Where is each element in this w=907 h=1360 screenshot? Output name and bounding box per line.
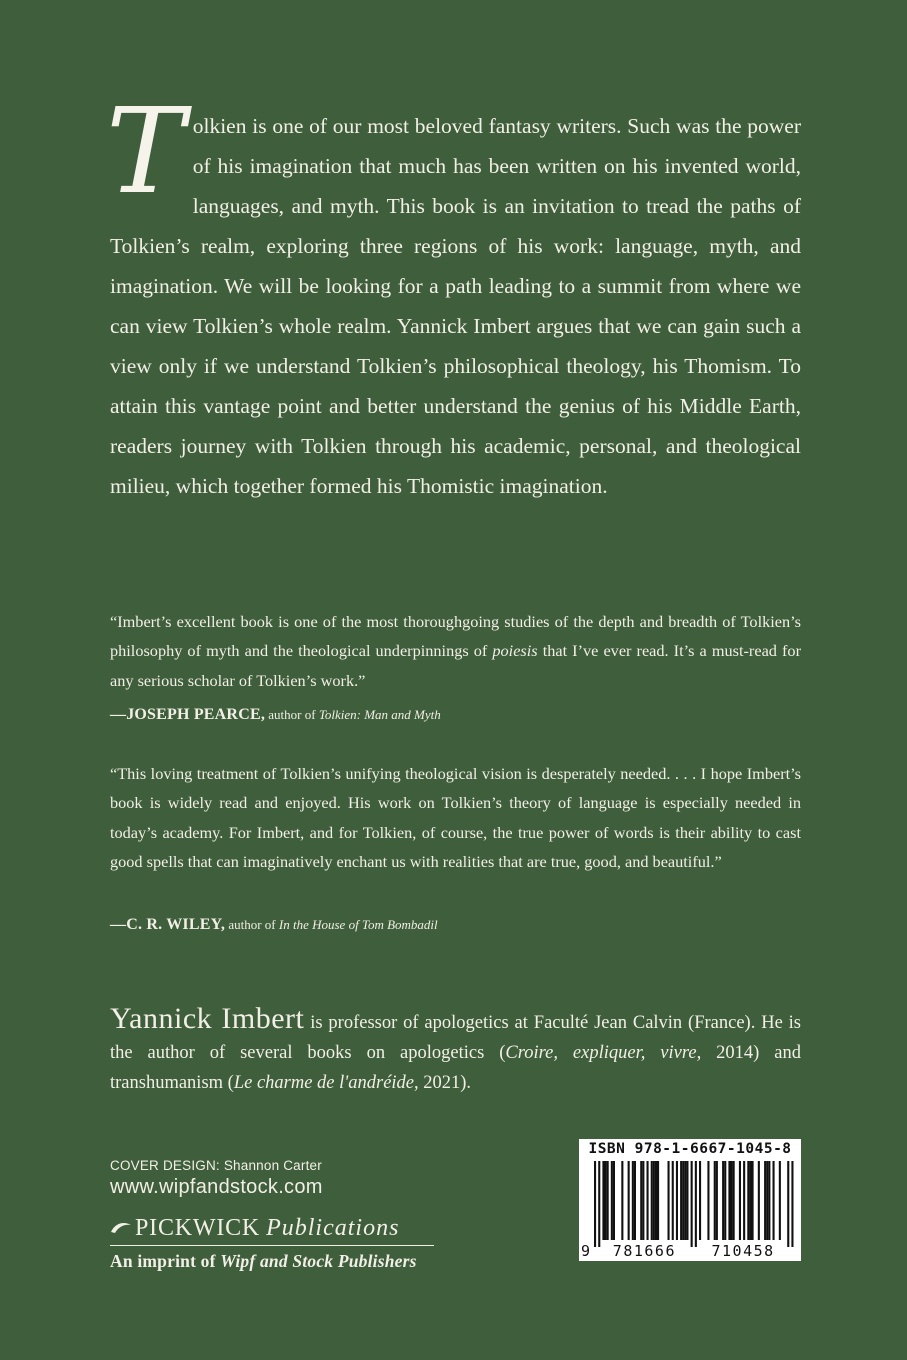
barcode-bar bbox=[787, 1161, 789, 1247]
barcode-bar bbox=[686, 1161, 688, 1240]
isbn-barcode bbox=[579, 1139, 801, 1261]
barcode-bar bbox=[642, 1161, 644, 1240]
barcode-bar bbox=[722, 1161, 724, 1240]
barcode-bar bbox=[728, 1161, 730, 1240]
barcode-bar bbox=[657, 1161, 659, 1240]
barcode-bar bbox=[680, 1161, 682, 1240]
barcode-bar bbox=[594, 1161, 596, 1247]
quote-text: “Imbert’s excellent book is one of the most thoroughgoing studies of the depth and breadth of Tolkien’s philosophy of myth and the theological underpinnings of bbox=[110, 612, 801, 661]
drop-cap: T bbox=[106, 82, 185, 220]
barcode-bar bbox=[655, 1161, 657, 1240]
endorser-name: JOSEPH PEARCE, bbox=[126, 706, 266, 723]
barcode-bar bbox=[699, 1161, 701, 1240]
publisher-name-italic: Publications bbox=[266, 1215, 400, 1241]
cover-design-credit: COVER DESIGN: Shannon Carter bbox=[110, 1158, 322, 1173]
barcode-bar bbox=[716, 1161, 718, 1240]
book-blurb bbox=[106, 82, 801, 506]
barcode-bar bbox=[739, 1161, 741, 1240]
endorsement-attribution-1: —JOSEPH PEARCE, author of Tolkien: Man and Myth bbox=[110, 706, 441, 723]
publisher-logo bbox=[110, 1213, 436, 1272]
barcode-bar bbox=[634, 1161, 636, 1240]
barcode-bar bbox=[733, 1161, 735, 1240]
barcode-bar bbox=[621, 1161, 623, 1240]
barcode-bar bbox=[632, 1161, 634, 1240]
barcode-bar bbox=[651, 1161, 653, 1240]
publisher-website: www.wipfandstock.com bbox=[110, 1176, 323, 1198]
endorsement-attribution-2: —C. R. WILEY, author of In the House of Tom Bombadil bbox=[110, 916, 438, 933]
blurb-text: olkien is one of our most beloved fantasy writers. Such was the power of his imagination that much has been written on his invented world, languages, and myth. This book is an invitation to tread the paths of Tolkien’s realm, exploring three regions of his work: language, myth, and imagination. We will be looking for a path leading to a summit from where we can view Tolkien’s whole realm. Yannick Imbert argues that we can gain such a view only if we understand Tolkien’s philosophical theology, his Thomism. To attain this vantage point and better understand the genius of his Middle Earth, readers journey with Tolkien through his academic, personal, and theological milieu, which together formed his Thomistic imagination. bbox=[110, 114, 801, 498]
barcode-bar bbox=[628, 1161, 630, 1240]
barcode-bar bbox=[684, 1161, 686, 1240]
barcode-bars bbox=[579, 1139, 801, 1261]
credits bbox=[110, 1157, 323, 1200]
endorsement-quote-2 bbox=[110, 759, 801, 877]
divider bbox=[110, 1245, 434, 1246]
barcode-bar bbox=[752, 1161, 754, 1240]
endorser-book: Tolkien: Man and Myth bbox=[318, 707, 441, 722]
barcode-bar bbox=[695, 1161, 697, 1247]
barcode-bar bbox=[607, 1161, 609, 1240]
barcode-bar bbox=[747, 1161, 749, 1240]
barcode-bar bbox=[640, 1161, 642, 1240]
barcode-digits: 781666 bbox=[612, 1242, 676, 1260]
quote-text-end: that I’ve ever read. It’s a must-read for any serious scholar of Tolkien’s work.” bbox=[110, 641, 801, 690]
barcode-bar bbox=[682, 1161, 684, 1240]
barcode-bar bbox=[714, 1161, 716, 1240]
barcode-digits: 710458 bbox=[711, 1242, 775, 1260]
barcode-bar bbox=[672, 1161, 674, 1240]
barcode-bar bbox=[653, 1161, 655, 1240]
quote-text: “This loving treatment of Tolkien’s unifying theological vision is desperately needed. . . . I hope Imbert’s book is widely read and enjoyed. His work on Tolkien’s theory of language is especially needed in today’s academy. For Imbert, and for Tolkien, of course, the true power of words is their ability to cast good spells that can imaginatively enchant us with realities that are true, good, and beautiful.” bbox=[110, 764, 801, 872]
barcode-bar bbox=[731, 1161, 733, 1240]
imprint-line: An imprint of Wipf and Stock Publishers bbox=[110, 1251, 417, 1271]
barcode-bar bbox=[764, 1161, 766, 1240]
barcode-bar bbox=[613, 1161, 615, 1240]
barcode-bar bbox=[773, 1161, 775, 1240]
publisher-name: PICKWICK bbox=[135, 1215, 261, 1241]
book-title-1: Croire, expliquer, vivre, bbox=[505, 1043, 702, 1063]
barcode-bar bbox=[766, 1161, 768, 1240]
barcode-bar bbox=[691, 1161, 693, 1247]
barcode-bar bbox=[598, 1161, 600, 1247]
barcode-bar bbox=[647, 1161, 649, 1240]
barcode-bar bbox=[611, 1161, 613, 1240]
barcode-bar bbox=[743, 1161, 745, 1240]
barcode-bar bbox=[602, 1161, 604, 1240]
barcode-bar bbox=[676, 1161, 678, 1240]
isbn-label: ISBN 978-1-6667-1045-8 bbox=[588, 1141, 792, 1157]
barcode-bar bbox=[668, 1161, 670, 1240]
swoosh-icon bbox=[110, 1221, 132, 1235]
barcode-bar bbox=[605, 1161, 607, 1240]
book-title-2: Le charme de l'andréide bbox=[233, 1073, 415, 1093]
barcode-bar bbox=[707, 1161, 709, 1240]
barcode-bar bbox=[779, 1161, 781, 1240]
author-name: Yannick Imbert bbox=[110, 1002, 305, 1035]
quote-italic-term: poiesis bbox=[492, 641, 538, 661]
endorser-name: C. R. WILEY, bbox=[126, 916, 226, 933]
author-bio: Yannick Imbert is professor of apologetics at Faculté Jean Calvin (France). He is the author of several books on apologetics (Croire, expliquer, vivre, 2014) and transhumanism (Le charme de l'andréide, 2021). bbox=[110, 1002, 801, 1093]
barcode-bar bbox=[791, 1161, 793, 1247]
barcode-bar bbox=[724, 1161, 726, 1240]
barcode-bar bbox=[768, 1161, 770, 1240]
barcode-digits: 9 bbox=[581, 1242, 592, 1260]
barcode-bar bbox=[749, 1161, 751, 1240]
endorsement-quote-1 bbox=[110, 607, 801, 695]
barcode-bar bbox=[758, 1161, 760, 1240]
endorser-book: In the House of Tom Bombadil bbox=[278, 917, 438, 932]
